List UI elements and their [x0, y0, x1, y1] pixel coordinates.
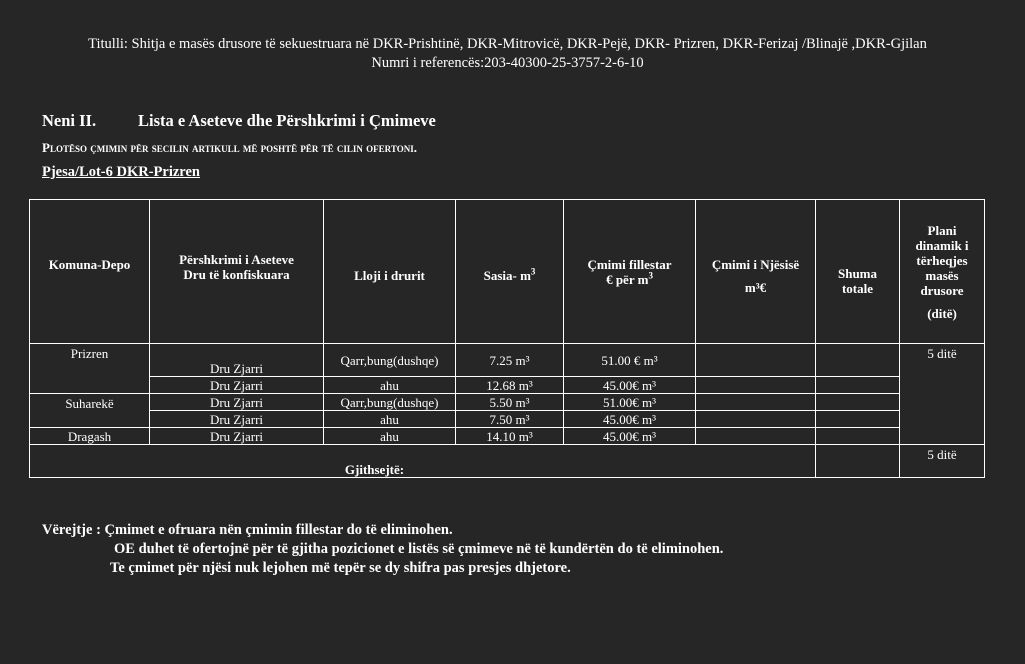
section-heading	[42, 111, 436, 131]
table-row	[30, 394, 985, 411]
header-lloji: Lloji i drurit	[324, 200, 456, 344]
table-row	[30, 377, 985, 394]
cell-cmimi-njesise-input[interactable]	[696, 411, 816, 428]
tender-title: Titulli: Shitja e masës drusore të sekuestruara në DKR-Prishtinë, DKR-Mitrovicë, DKR-Pejë, DKR- Prizren, DKR-Ferizaj /Blinajë ,DKR-Gjilan	[88, 36, 927, 52]
price-table	[29, 199, 985, 478]
instruction-text: Plotëso çmimin për secilin artikull më poshtë për të cilin ofertoni.	[42, 140, 417, 155]
cell-cmimi-njesise-input[interactable]	[696, 428, 816, 445]
cell-cmimi-fillestar: 51.00€ m³	[564, 394, 696, 411]
cell-plani: 5 ditë	[900, 344, 985, 445]
cell-sasia: 14.10 m³	[456, 428, 564, 445]
cell-cmimi-fillestar: 45.00€ m³	[564, 411, 696, 428]
cell-cmimi-njesise-input[interactable]	[696, 377, 816, 394]
total-label: Gjithsejtë:	[30, 445, 816, 478]
cell-shuma-totale-input[interactable]	[816, 428, 900, 445]
total-row	[30, 445, 985, 478]
cell-pershkrimi: Dru Zjarri	[150, 377, 324, 394]
cell-cmimi-fillestar: 51.00 € m³	[564, 344, 696, 377]
cell-sasia: 7.25 m³	[456, 344, 564, 377]
header-shuma-totale: Shuma totale	[816, 200, 900, 344]
cell-komuna: Prizren	[30, 344, 150, 394]
header-cmimi-fillestar: Çmimi fillestar € për $m^3$	[564, 200, 696, 344]
header-plani: Plani dinamik i tërheqjes masës drusore (ditë)	[900, 200, 985, 344]
cell-cmimi-njesise-input[interactable]	[696, 394, 816, 411]
cell-sasia: 12.68 m³	[456, 377, 564, 394]
total-plani: 5 ditë	[900, 445, 985, 478]
cell-komuna: Suharekë	[30, 394, 150, 428]
remark-line-1: Vërejtje : Çmimet e ofruara nën çmimin fillestar do të eliminohen.	[42, 522, 453, 538]
section-number: Neni II.	[42, 111, 97, 130]
reference-number: Numri i referencës:203-40300-25-3757-2-6-10	[371, 55, 644, 71]
cell-lloji: Qarr,bung(dushqe)	[324, 344, 456, 377]
cell-sasia: 5.50 m³	[456, 394, 564, 411]
cell-cmimi-njesise-input[interactable]	[696, 344, 816, 377]
cell-cmimi-fillestar: 45.00€ m³	[564, 377, 696, 394]
cell-sasia: 7.50 m³	[456, 411, 564, 428]
table-row	[30, 344, 985, 377]
cell-lloji: ahu	[324, 428, 456, 445]
cell-lloji: Qarr,bung(dushqe)	[324, 394, 456, 411]
cell-lloji: ahu	[324, 377, 456, 394]
cell-pershkrimi: Dru Zjarri	[150, 428, 324, 445]
document-header	[0, 35, 1015, 73]
remarks	[42, 521, 723, 578]
total-shuma-input[interactable]	[816, 445, 900, 478]
remark-line-3: Te çmimet për njësi nuk lejohen më tepër se dy shifra pas presjes dhjetore.	[110, 560, 571, 576]
table-row	[30, 411, 985, 428]
cell-shuma-totale-input[interactable]	[816, 344, 900, 377]
table-row	[30, 428, 985, 445]
header-cmimi-njesise: Çmimi i Njësisë m³€	[696, 200, 816, 344]
cell-shuma-totale-input[interactable]	[816, 377, 900, 394]
cell-shuma-totale-input[interactable]	[816, 394, 900, 411]
header-sasia: Sasia- $m^3$	[456, 200, 564, 344]
header-komuna: Komuna-Depo	[30, 200, 150, 344]
cell-pershkrimi: Dru Zjarri	[150, 411, 324, 428]
cell-shuma-totale-input[interactable]	[816, 411, 900, 428]
header-pershkrimi: Përshkrimi i Aseteve Dru të konfiskuara	[150, 200, 324, 344]
cell-cmimi-fillestar: 45.00€ m³	[564, 428, 696, 445]
cell-komuna: Dragash	[30, 428, 150, 445]
section-title: Lista e Aseteve dhe Përshkrimi i Çmimeve	[138, 111, 436, 130]
remark-line-2: OE duhet të ofertojnë për të gjitha pozicionet e listës së çmimeve në të kundërtën do të eliminohen.	[114, 541, 724, 557]
lot-title: Pjesa/Lot-6 DKR-Prizren	[42, 164, 200, 180]
cell-pershkrimi: Dru Zjarri	[150, 344, 324, 377]
header-row	[30, 200, 985, 344]
cell-lloji: ahu	[324, 411, 456, 428]
cell-pershkrimi: Dru Zjarri	[150, 394, 324, 411]
